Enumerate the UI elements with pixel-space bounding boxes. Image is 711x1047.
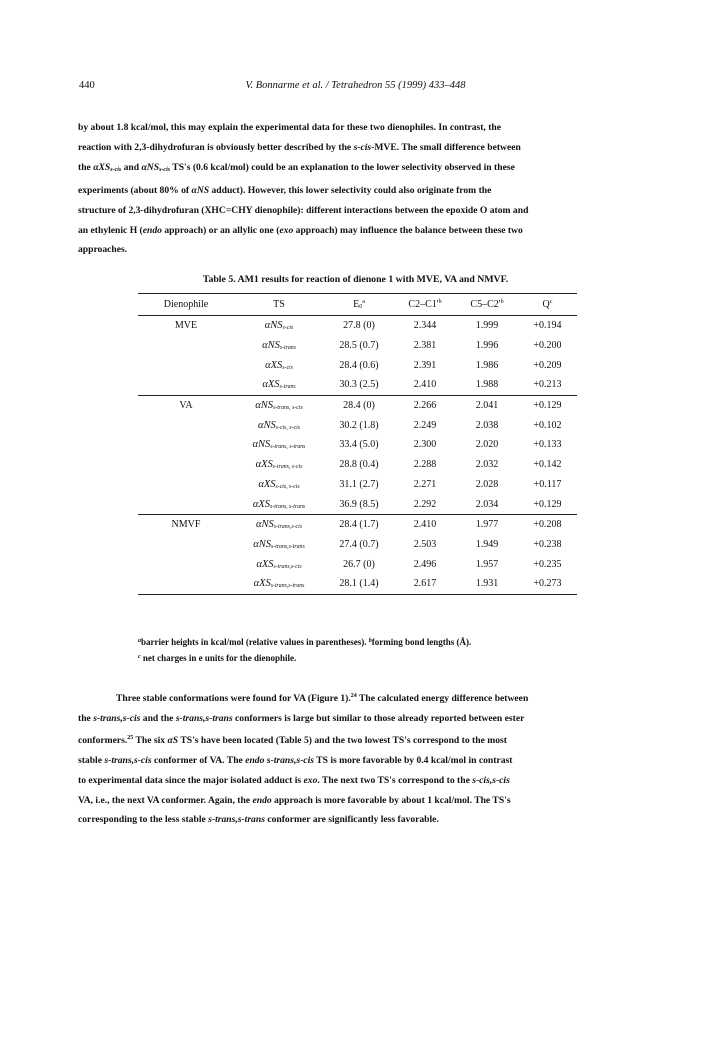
table-row	[138, 355, 577, 375]
ts-cell: αNSs-trans,s-trans	[253, 538, 305, 550]
paragraph-1: by about 1.8 kcal/mol, this may explain the experimental data for these two dienophiles. In contrast, the reaction with 2,3-dihydrofuran is obviously better described by the s-cis-MVE. The small difference between the αXSs-cis and αNSs-cis TS's (0.6 kcal/mol) could be an explanation to the lower selectivity observed in these experiments (about 80% of αNS adduct). However, this lower selectivity could also originate from the structure of 2,3-dihydrofuran (XHC=CHY dienophile): different interactions between the epoxide O atom and an ethylenic H (endo approach) or an allylic one (exo approach) may influence the balance between these two approaches.	[78, 122, 529, 256]
ts-cell: αXSs-cis	[265, 359, 293, 371]
c2-c1-cell: 2.391	[413, 359, 437, 371]
header-dienophile: Dienophile	[138, 294, 234, 316]
c2-c1-cell: 2.249	[413, 419, 437, 431]
table-row	[138, 554, 577, 574]
header-c2-c1: $C2-C1'^b$	[394, 294, 456, 316]
energy-cell: 28.5 (0.7)	[339, 340, 379, 352]
dienophile-cell	[138, 475, 234, 495]
table-row	[138, 375, 577, 395]
charge-cell: +0.129	[533, 498, 562, 510]
charge-cell: +0.235	[533, 558, 562, 570]
ts-cell: αXSs-cis, s-cis	[258, 478, 300, 490]
ts-cell: αXSs-trans, s-cis	[255, 459, 303, 471]
dienophile-cell	[138, 435, 234, 455]
charge-cell: +0.117	[533, 478, 562, 490]
c5-c2-cell: 2.032	[475, 459, 499, 471]
c2-c1-cell: 2.300	[413, 439, 437, 451]
header-c5-c2: $C5-C2'^b$	[456, 294, 518, 316]
dienophile-cell: VA	[138, 395, 234, 415]
charge-cell: +0.133	[533, 439, 562, 451]
dienophile-cell: NMVF	[138, 514, 234, 534]
dienophile-cell	[138, 355, 234, 375]
c5-c2-cell: 2.041	[456, 395, 518, 415]
c5-c2-cell: 1.986	[475, 359, 499, 371]
dienophile-cell	[138, 554, 234, 574]
ts-cell: αXSs-trans	[262, 379, 296, 391]
energy-cell: 33.4 (5.0)	[339, 439, 379, 451]
energy-cell: 27.4 (0.7)	[339, 538, 379, 550]
c2-c1-cell: 2.266	[394, 395, 456, 415]
energy-cell: 30.2 (1.8)	[339, 419, 379, 431]
table-row	[138, 395, 577, 415]
running-head: V. Bonnarme et al. / Tetrahedron 55 (1999) 433–448	[245, 80, 466, 91]
energy-cell: 28.1 (1.4)	[324, 574, 394, 594]
c2-c1-cell: 2.410	[394, 514, 456, 534]
energy-cell: 31.1 (2.7)	[339, 478, 379, 490]
results-table	[138, 293, 577, 595]
charge-cell: +0.200	[533, 340, 562, 352]
c5-c2-cell: 2.038	[475, 419, 499, 431]
c5-c2-cell: 1.999	[456, 316, 518, 336]
energy-cell: 28.4 (0)	[324, 395, 394, 415]
charge-cell: +0.129	[518, 395, 577, 415]
c5-c2-cell: 2.034	[475, 498, 499, 510]
c5-c2-cell: 1.949	[475, 538, 499, 550]
c5-c2-cell: 2.020	[475, 439, 499, 451]
c2-c1-cell: 2.381	[413, 340, 437, 352]
table-footnotes: $^a$barrier heights in kcal/mol (relative values in parentheses). $^b$forming bond lengths (Å). $^c$ net charges in e units for the dienophile.	[138, 637, 472, 663]
dienophile-cell	[138, 574, 234, 594]
dienophile-cell	[138, 455, 234, 475]
c5-c2-cell: 2.028	[475, 478, 499, 490]
ts-cell: αXSs-trans, s-trans	[252, 498, 306, 510]
c2-c1-cell: 2.344	[394, 316, 456, 336]
table-row	[138, 574, 577, 594]
charge-cell: +0.209	[533, 359, 562, 371]
ts-cell: αXSs-trans,s-cis	[256, 558, 302, 570]
ts-cell: αNSs-cis, s-cis	[258, 419, 300, 431]
c2-c1-cell: 2.496	[413, 558, 437, 570]
header-ts: TS	[234, 294, 324, 316]
ts-cell: αNSs-trans, s-trans	[252, 439, 306, 451]
table-row	[138, 535, 577, 555]
c5-c2-cell: 1.988	[475, 379, 499, 391]
c5-c2-cell: 1.977	[456, 514, 518, 534]
charge-cell: +0.208	[518, 514, 577, 534]
table-header-row	[138, 294, 577, 316]
table-row	[138, 316, 577, 336]
dienophile-cell	[138, 375, 234, 395]
page-number: 440	[79, 80, 95, 91]
c2-c1-cell: 2.292	[413, 498, 437, 510]
table-row	[138, 514, 577, 534]
table-row	[138, 415, 577, 435]
c2-c1-cell: 2.617	[394, 574, 456, 594]
c2-c1-cell: 2.503	[413, 538, 437, 550]
dienophile-cell: MVE	[138, 316, 234, 336]
dienophile-cell	[138, 535, 234, 555]
charge-cell: +0.102	[533, 419, 562, 431]
charge-cell: +0.273	[518, 574, 577, 594]
energy-cell: 30.3 (2.5)	[339, 379, 379, 391]
c2-c1-cell: 2.288	[413, 459, 437, 471]
ts-cell: αNSs-trans, s-cis	[234, 395, 324, 415]
energy-cell: 36.9 (8.5)	[339, 498, 379, 510]
c5-c2-cell: 1.957	[475, 558, 499, 570]
dienophile-cell	[138, 336, 234, 356]
table-caption: Table 5. AM1 results for reaction of dienone 1 with MVE, VA and NMVF.	[202, 274, 509, 285]
dienophile-cell	[138, 415, 234, 435]
energy-cell: 28.4 (0.6)	[339, 359, 379, 371]
dienophile-cell	[138, 494, 234, 514]
c2-c1-cell: 2.271	[413, 478, 437, 490]
header-charge: $Q^c$	[518, 294, 577, 316]
charge-cell: +0.194	[518, 316, 577, 336]
energy-cell: 27.8 (0)	[324, 316, 394, 336]
table-row	[138, 455, 577, 475]
paragraph-2: Three stable conformations were found for VA (Figure 1).$^{24}$ The calculated energy difference between the s-trans,s-cis and the s-trans,s-trans conformers is large but similar to those already reported between ester conformers.$^{25}$ The six αS TS's have been located (Table 5) and the two lowest TS's correspond to the most stable s-trans,s-cis conformer of VA. The endo s-trans,s-cis TS is more favorable by 0.4 kcal/mol in contrast to experimental data since the major isolated adduct is exo. The next two TS's correspond to the s-cis,s-cis VA, i.e., the next VA conformer. Again, the endo approach is more favorable by about 1 kcal/mol. The TS's corresponding to the less stable s-trans,s-trans conformer are significantly less favorable.	[78, 693, 529, 826]
ts-cell: αNSs-trans,s-cis	[234, 514, 324, 534]
energy-cell: 28.8 (0.4)	[339, 459, 379, 471]
ts-cell: αNSs-cis	[234, 316, 324, 336]
table-row	[138, 435, 577, 455]
charge-cell: +0.238	[533, 538, 562, 550]
c2-c1-cell: 2.410	[413, 379, 437, 391]
ts-cell: αXSs-trans,s-trans	[234, 574, 324, 594]
table-row	[138, 475, 577, 495]
charge-cell: +0.142	[533, 459, 562, 471]
c5-c2-cell: 1.931	[456, 574, 518, 594]
energy-cell: 28.4 (1.7)	[324, 514, 394, 534]
c5-c2-cell: 1.996	[475, 340, 499, 352]
energy-cell: 26.7 (0)	[343, 558, 375, 570]
table-row	[138, 336, 577, 356]
ts-cell: αNSs-trans	[262, 340, 296, 352]
table-row	[138, 494, 577, 514]
header-energy: E0$^a$	[324, 294, 394, 316]
charge-cell: +0.213	[533, 379, 562, 391]
